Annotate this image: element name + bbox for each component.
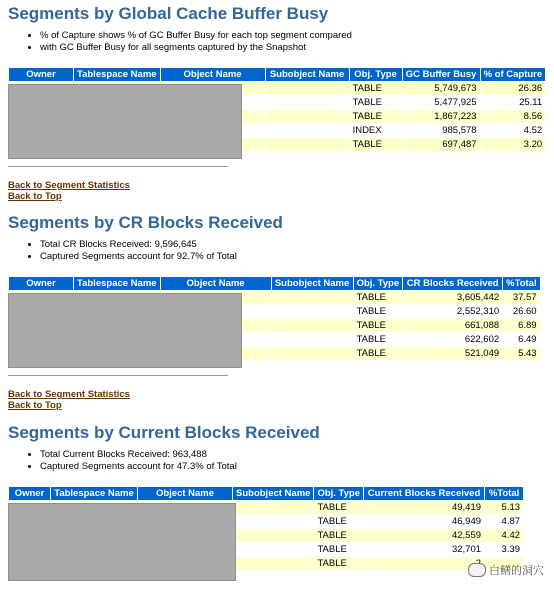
cell-subobject-name	[272, 305, 353, 318]
cell-subobject-name	[266, 124, 349, 137]
cell-subobject-name	[233, 515, 313, 528]
bullet-item: • Captured Segments account for 47.3% of Total	[40, 461, 554, 473]
cell-subobject-name	[233, 557, 313, 570]
cell-percent: 5.43	[503, 347, 539, 360]
cell-percent: 4.87	[485, 515, 523, 528]
section-cr-blocks-received	[8, 213, 554, 411]
watermark-text: 白鳝的洞穴	[489, 565, 544, 577]
cell-obj-type: TABLE	[354, 319, 403, 332]
cell-value: 49,419	[364, 501, 484, 514]
wechat-icon	[468, 563, 486, 577]
bullet-item: • % of Capture shows % of GC Buffer Busy for each top segment compared	[40, 30, 554, 42]
bullet-item: • Total Current Blocks Received: 963,488	[40, 449, 554, 461]
column-header-object-name: Object Name	[161, 277, 271, 290]
cell-percent: 5.13	[485, 501, 523, 514]
divider	[8, 166, 228, 167]
cell-obj-type: TABLE	[350, 82, 402, 95]
cell-obj-type: INDEX	[350, 124, 402, 137]
table-header-row	[9, 487, 523, 500]
divider	[8, 375, 228, 376]
column-header-tablespace-name: Tablespace Name	[74, 68, 160, 81]
cell-percent: 25.11	[481, 96, 546, 109]
bullet-list	[8, 239, 554, 263]
column-header-tablespace-name: Tablespace Name	[74, 277, 160, 290]
redaction-box	[8, 84, 242, 159]
redaction-box	[8, 503, 236, 581]
cell-obj-type: TABLE	[314, 557, 363, 570]
cell-percent: 4.42	[485, 529, 523, 542]
cell-percent: 26.36	[481, 82, 546, 95]
cell-obj-type: TABLE	[354, 291, 403, 304]
cell-value: 1,867,223	[403, 110, 480, 123]
cell-obj-type: TABLE	[314, 515, 363, 528]
cell-obj-type: TABLE	[354, 305, 403, 318]
redaction-box	[8, 293, 242, 368]
cell-subobject-name	[272, 347, 353, 360]
bullet-item: • with GC Buffer Busy for all segments captured by the Snapshot	[40, 42, 554, 54]
cell-obj-type: TABLE	[350, 110, 402, 123]
cell-percent: 4.52	[481, 124, 546, 137]
cell-value	[364, 557, 484, 570]
cell-subobject-name	[266, 82, 349, 95]
section-gc-buffer-busy	[8, 4, 554, 202]
back-to-top-link[interactable]: Back to Top	[8, 191, 62, 202]
cell-obj-type: TABLE	[350, 138, 402, 151]
column-header-value: Current Blocks Received	[364, 487, 484, 500]
cell-percent: 3.39	[485, 543, 523, 556]
cell-obj-type: TABLE	[314, 501, 363, 514]
cell-percent: 6.49	[503, 333, 539, 346]
cell-subobject-name	[272, 333, 353, 346]
cell-subobject-name	[272, 291, 353, 304]
bullet-item: • Captured Segments account for 92.7% of Total	[40, 251, 554, 263]
cell-percent: 26.60	[503, 305, 539, 318]
cell-value: 5,749,673	[403, 82, 480, 95]
cell-obj-type: TABLE	[354, 347, 403, 360]
table-header-row	[9, 68, 545, 81]
cell-value: 985,578	[403, 124, 480, 137]
column-header-obj-type: Obj. Type	[314, 487, 363, 500]
column-header-value: CR Blocks Received	[403, 277, 502, 290]
column-header-obj-type: Obj. Type	[350, 68, 402, 81]
back-to-segment-statistics-link[interactable]: Back to Segment Statistics	[8, 389, 130, 400]
column-header-subobject-name: Subobject Name	[266, 68, 349, 81]
nav-links	[8, 180, 130, 202]
cell-percent: 37.57	[503, 291, 539, 304]
cell-subobject-name	[233, 543, 313, 556]
bullet-list	[8, 30, 554, 54]
watermark	[468, 562, 544, 578]
cell-subobject-name	[266, 110, 349, 123]
section-title: Segments by CR Blocks Received	[8, 213, 283, 232]
section-title: Segments by Current Blocks Received	[8, 423, 320, 442]
table-header-row	[9, 277, 540, 290]
cell-subobject-name	[272, 319, 353, 332]
cell-subobject-name	[266, 138, 349, 151]
cell-percent: 3.20	[481, 138, 546, 151]
bullet-list	[8, 449, 554, 473]
cell-subobject-name	[266, 96, 349, 109]
cell-value: 5,477,925	[403, 96, 480, 109]
cell-percent: 6.89	[503, 319, 539, 332]
cell-value: 697,487	[403, 138, 480, 151]
back-to-top-link[interactable]: Back to Top	[8, 400, 62, 411]
column-header-owner: Owner	[9, 487, 50, 500]
column-header-object-name: Object Name	[138, 487, 232, 500]
column-header-value: GC Buffer Busy	[403, 68, 480, 81]
column-header-subobject-name: Subobject Name	[272, 277, 353, 290]
cell-value: 521,049	[403, 347, 502, 360]
cell-obj-type: TABLE	[314, 529, 363, 542]
bullet-item: • Total CR Blocks Received: 9,596,645	[40, 239, 554, 251]
back-to-segment-statistics-link[interactable]: Back to Segment Statistics	[8, 180, 130, 191]
column-header-object-name: Object Name	[161, 68, 265, 81]
cell-subobject-name	[233, 501, 313, 514]
column-header-percent: % of Capture	[481, 68, 546, 81]
cell-value: 46,949	[364, 515, 484, 528]
cell-subobject-name	[233, 529, 313, 542]
column-header-percent: %Total	[503, 277, 539, 290]
column-header-owner: Owner	[9, 277, 73, 290]
cell-value: 3,605,442	[403, 291, 502, 304]
cell-obj-type: TABLE	[314, 543, 363, 556]
cell-value: 2,552,310	[403, 305, 502, 318]
cell-obj-type: TABLE	[354, 333, 403, 346]
section-title: Segments by Global Cache Buffer Busy	[8, 4, 329, 23]
column-header-obj-type: Obj. Type	[354, 277, 403, 290]
cell-value: 42,559	[364, 529, 484, 542]
column-header-subobject-name: Subobject Name	[233, 487, 313, 500]
column-header-tablespace-name: Tablespace Name	[51, 487, 137, 500]
nav-links	[8, 389, 130, 411]
cell-obj-type: TABLE	[350, 96, 402, 109]
cell-value: 622,602	[403, 333, 502, 346]
column-header-owner: Owner	[9, 68, 73, 81]
cell-value: 661,088	[403, 319, 502, 332]
cell-percent: 8.56	[481, 110, 546, 123]
column-header-percent: %Total	[485, 487, 523, 500]
section-current-blocks-received	[8, 423, 554, 569]
cell-value: 32,701	[364, 543, 484, 556]
